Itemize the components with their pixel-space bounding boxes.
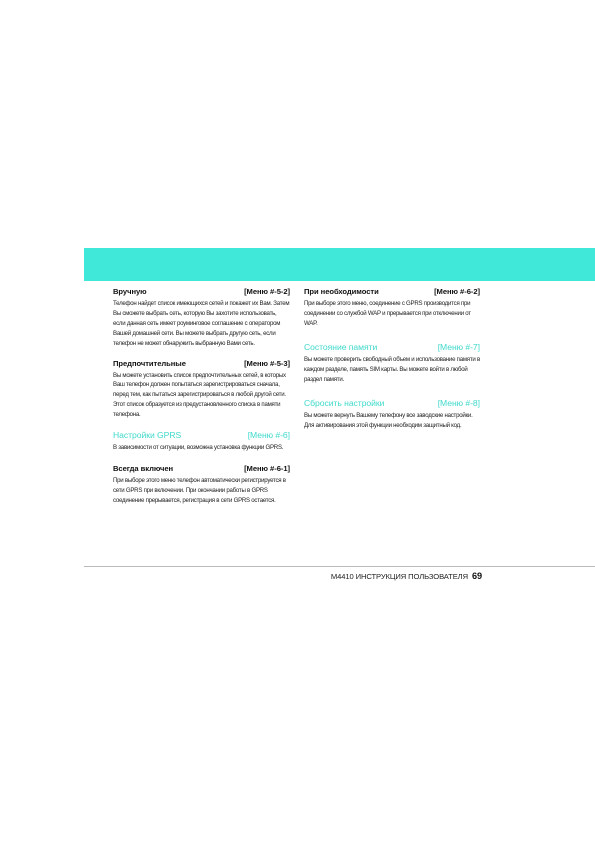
section-always-on [113,464,290,506]
section-gprs-settings [113,430,290,453]
section-heading [113,464,290,474]
major-heading [304,398,480,409]
menu-code: [Меню #-6] [247,430,290,441]
section-text: Вы можете установить список предпочтительных сетей, в которых Ваш телефон должен попытаться зарегистрироваться сначала, перед тем, как пытаться зарегистрироваться в любой другой сети. Этот список образуется из предустановленного списка в памяти телефона. [113,371,286,419]
section-when-needed [304,287,480,329]
menu-code: [Меню #-8] [437,398,480,409]
menu-code: [Меню #-6-2] [434,287,480,296]
menu-code: [Меню #-5-2] [244,287,290,296]
section-text: Телефон найдет список имеющихся сетей и покажет их Вам. Затем Вы сможете выбрать сеть, которую Вы захотите использовать, если данная сеть имеет роуминговое соглашение с оператором Вашей домашней сети. Вы можете выбрать другую сеть, если телефон не может обнаружить выбранную Вами сеть. [113,300,290,347]
left-column [113,287,290,506]
section-text: Вы можете вернуть Вашему телефону все заводские настройки. Для активирования этой функции необходим защитный код. [304,412,473,430]
section-title: Настройки GPRS [113,430,182,441]
footer-label: M4410 ИНСТРУКЦИЯ ПОЛЬЗОВАТЕЛЯ [330,572,468,581]
section-text: Вы можете проверить свободный объем и использование памяти в каждом разделе, память SIM карты. Вы можете войти в любой раздел памяти. [304,355,480,383]
menu-code: [Меню #-5-3] [244,358,290,368]
section-heading [113,287,290,297]
footer-divider [84,566,595,567]
menu-code: [Меню #-6-1] [244,463,290,473]
section-title: Сбросить настройки [304,398,385,409]
page-footer [331,571,482,582]
header-band [84,248,595,281]
section-title: Вручную [113,287,147,296]
section-memory-status [304,342,480,385]
right-column [304,287,480,431]
section-heading [304,287,480,297]
section-text: В зависимости от ситуации, возможна установка функции GPRS. [113,444,284,452]
section-title: Предпочтительные [113,358,186,368]
menu-code: [Меню #-7] [437,341,480,352]
page-number: 69 [471,571,482,581]
section-text: При выборе этого меню, соединение с GPRS производится при соединении со службой WAP и прерывается при отключении от WAP. [304,300,471,327]
major-heading [304,342,480,353]
section-heading [113,359,290,369]
section-reset-settings [304,398,480,431]
major-heading [113,430,290,441]
section-title: Состояние памяти [304,341,378,352]
section-title: При необходимости [304,287,379,296]
section-preferred [113,359,290,421]
section-title: Всегда включен [113,463,174,473]
section-manual [113,287,290,349]
section-text: При выборе этого меню телефон автоматически регистрируется в сети GPRS при включении. При окончании работы в GPRS соединение прерывается, регистрация в сети GPRS остается. [113,476,286,504]
